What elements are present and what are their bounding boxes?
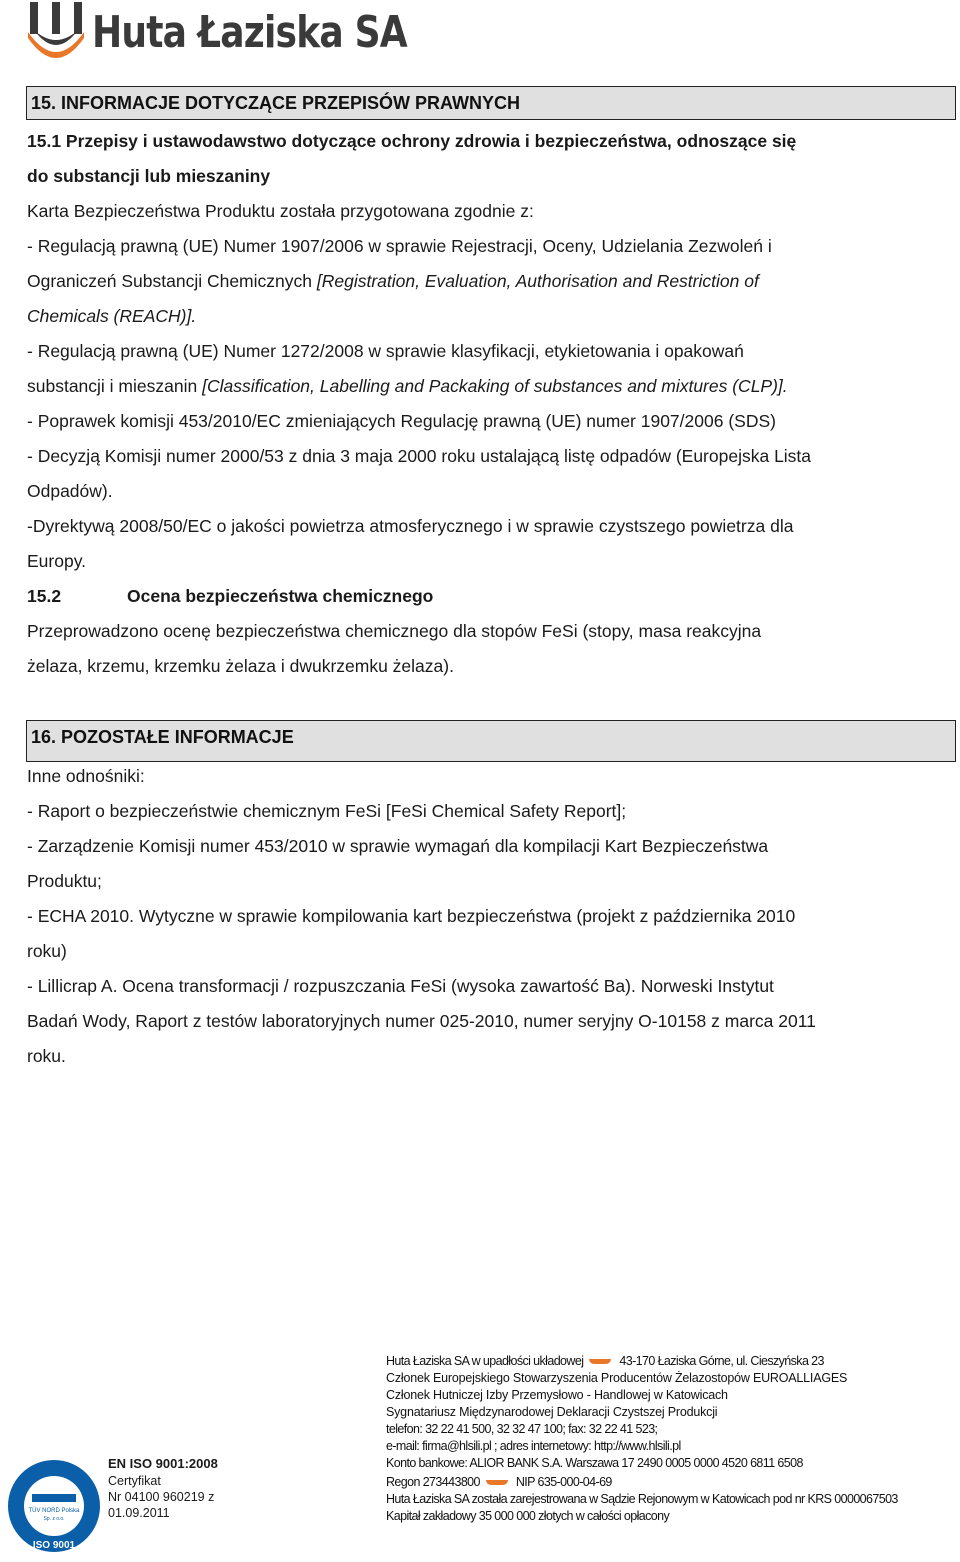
clp-line2-italic: [Classification, Labelling and Packaking of substances and mixtures (CLP)]. <box>202 376 788 396</box>
footer-signatory: Sygnatariusz Międzynarodowej Deklaracji Czystszej Produkcji <box>386 1405 718 1419</box>
reach-line2-italic: [Registration, Evaluation, Authorisation and Restriction of <box>316 271 759 291</box>
reference-2-line2: Produktu; <box>27 871 102 891</box>
iso-certificate-number: Nr 04100 960219 z <box>108 1490 215 1504</box>
iso-standard-title: EN ISO 9001:2008 <box>108 1456 218 1471</box>
section-15-header: 15. INFORMACJE DOTYCZĄCE PRZEPISÓW PRAWNYCH <box>26 86 956 120</box>
clp-line1: - Regulacją prawną (UE) Numer 1272/2008 w sprawie klasyfikacji, etykietowania i opakowań <box>27 341 744 361</box>
footer-address: 43-170 Łaziska Górne, ul. Cieszyńska 23 <box>619 1354 824 1368</box>
badge-text-2: Sp. z o.o. <box>43 1516 65 1522</box>
footer-regon-nip <box>386 1474 612 1491</box>
orange-dash-icon <box>486 1480 508 1485</box>
reference-2-line1: - Zarządzenie Komisji numer 453/2010 w sprawie wymagań dla kompilacji Kart Bezpieczeństwa <box>27 836 769 856</box>
assessment-line1: Przeprowadzono ocenę bezpieczeństwa chemicznego dla stopów FeSi (stopy, masa reakcyjna <box>27 621 762 641</box>
footer-nip: NIP 635-000-04-69 <box>515 1475 612 1489</box>
reference-4-line1: - Lillicrap A. Ocena transformacji / rozpuszczania FeSi (wysoka zawartość Ba). Norweski Instytut <box>27 976 774 996</box>
other-references-label: Inne odnośniki: <box>27 766 145 786</box>
section-16-header: 16. POZOSTAŁE INFORMACJE <box>26 720 956 762</box>
reference-3-line1: - ECHA 2010. Wytyczne w sprawie kompilowania kart bezpieczeństwa (projekt z października 2010 <box>27 906 796 926</box>
clp-line2-text: substancji i mieszanin <box>27 376 203 396</box>
footer-company-name: Huta Łaziska SA w upadłości układowej <box>386 1354 584 1368</box>
reference-4-line3: roku. <box>27 1046 66 1066</box>
decision-line2: Odpadów). <box>27 481 113 501</box>
footer-company-line <box>386 1353 824 1370</box>
footer-email-web: e-mail: firma@hlsili.pl ; adres internetowy: http://www.hlsili.pl <box>386 1439 681 1453</box>
subsection-15-2-number: 15.2 <box>27 586 62 606</box>
footer-phone-fax: telefon: 32 22 41 500, 32 32 47 100; fax: 32 22 41 523; <box>386 1422 658 1436</box>
reach-line2 <box>27 264 952 299</box>
subsection-15-1-title-line2: do substancji lub mieszaniny <box>27 166 271 186</box>
footer-regon: Regon 273443800 <box>386 1475 480 1489</box>
amendment-line: - Poprawek komisji 453/2010/EC zmieniających Regulację prawną (UE) numer 1907/2006 (SDS) <box>27 411 776 431</box>
subsection-15-2-title <box>27 579 433 614</box>
decision-line1: - Decyzją Komisji numer 2000/53 z dnia 3 maja 2000 roku ustalającą listę odpadów (Europejska Lista <box>27 446 812 466</box>
paragraph-intro: Karta Bezpieczeństwa Produktu została przygotowana zgodnie z: <box>27 201 534 221</box>
assessment-line2: żelaza, krzemu, krzemku żelaza i dwukrzemku żelaza). <box>27 656 454 676</box>
reach-line2-text: Ograniczeń Substancji Chemicznych <box>27 271 317 291</box>
clp-line2 <box>27 369 952 404</box>
company-logo <box>26 2 407 64</box>
badge-text-3: ISO 9001 <box>32 1540 76 1551</box>
iso-certificate-date: 01.09.2011 <box>108 1506 170 1520</box>
iso-certificate-label: Certyfikat <box>108 1474 161 1488</box>
footer-krs: Huta Łaziska SA została zarejestrowana w Sądzie Rejonowym w Katowicach pod nr KRS 0000067503 <box>386 1492 898 1506</box>
reach-line3: Chemicals (REACH)]. <box>27 306 197 326</box>
badge-text-1: TÜV NORD Polska <box>28 1508 80 1514</box>
footer-membership-2: Członek Hutniczej Izby Przemysłowo - Handlowej w Katowicach <box>386 1388 728 1402</box>
footer-capital: Kapitał zakładowy 35 000 000 złotych w całości opłacony <box>386 1509 670 1523</box>
reach-line1: - Regulacją prawną (UE) Numer 1907/2006 w sprawie Rejestracji, Oceny, Udzielania Zezwoleń i <box>27 236 772 256</box>
footer-membership-1: Członek Europejskiego Stowarzyszenia Producentów Żelazostopów EUROALLIAGES <box>386 1371 848 1385</box>
subsection-15-1-title-line1: 15.1 Przepisy i ustawodawstwo dotyczące ochrony zdrowia i bezpieczeństwa, odnoszące się <box>27 131 797 151</box>
directive-line2: Europy. <box>27 551 87 571</box>
orange-dash-icon <box>589 1359 611 1364</box>
directive-line1: -Dyrektywą 2008/50/EC o jakości powietrza atmosferycznego i w sprawie czystszego powietrza dla <box>27 516 794 536</box>
reference-4-line2: Badań Wody, Raport z testów laboratoryjnych numer 025-2010, numer seryjny O-10158 z marca 2011 <box>27 1011 816 1031</box>
tuv-iso-badge-icon <box>6 1454 102 1558</box>
company-name: Huta Łaziska SA <box>92 7 407 58</box>
reference-1: - Raport o bezpieczeństwie chemicznym FeSi [FeSi Chemical Safety Report]; <box>27 801 627 821</box>
subsection-15-2-label: Ocena bezpieczeństwa chemicznego <box>127 586 434 606</box>
reference-3-line2: roku) <box>27 941 67 961</box>
footer-bank-account: Konto bankowe: ALIOR BANK S.A. Warszawa 17 2490 0005 0000 4520 6811 6508 <box>386 1456 803 1470</box>
company-emblem-icon <box>26 2 88 64</box>
